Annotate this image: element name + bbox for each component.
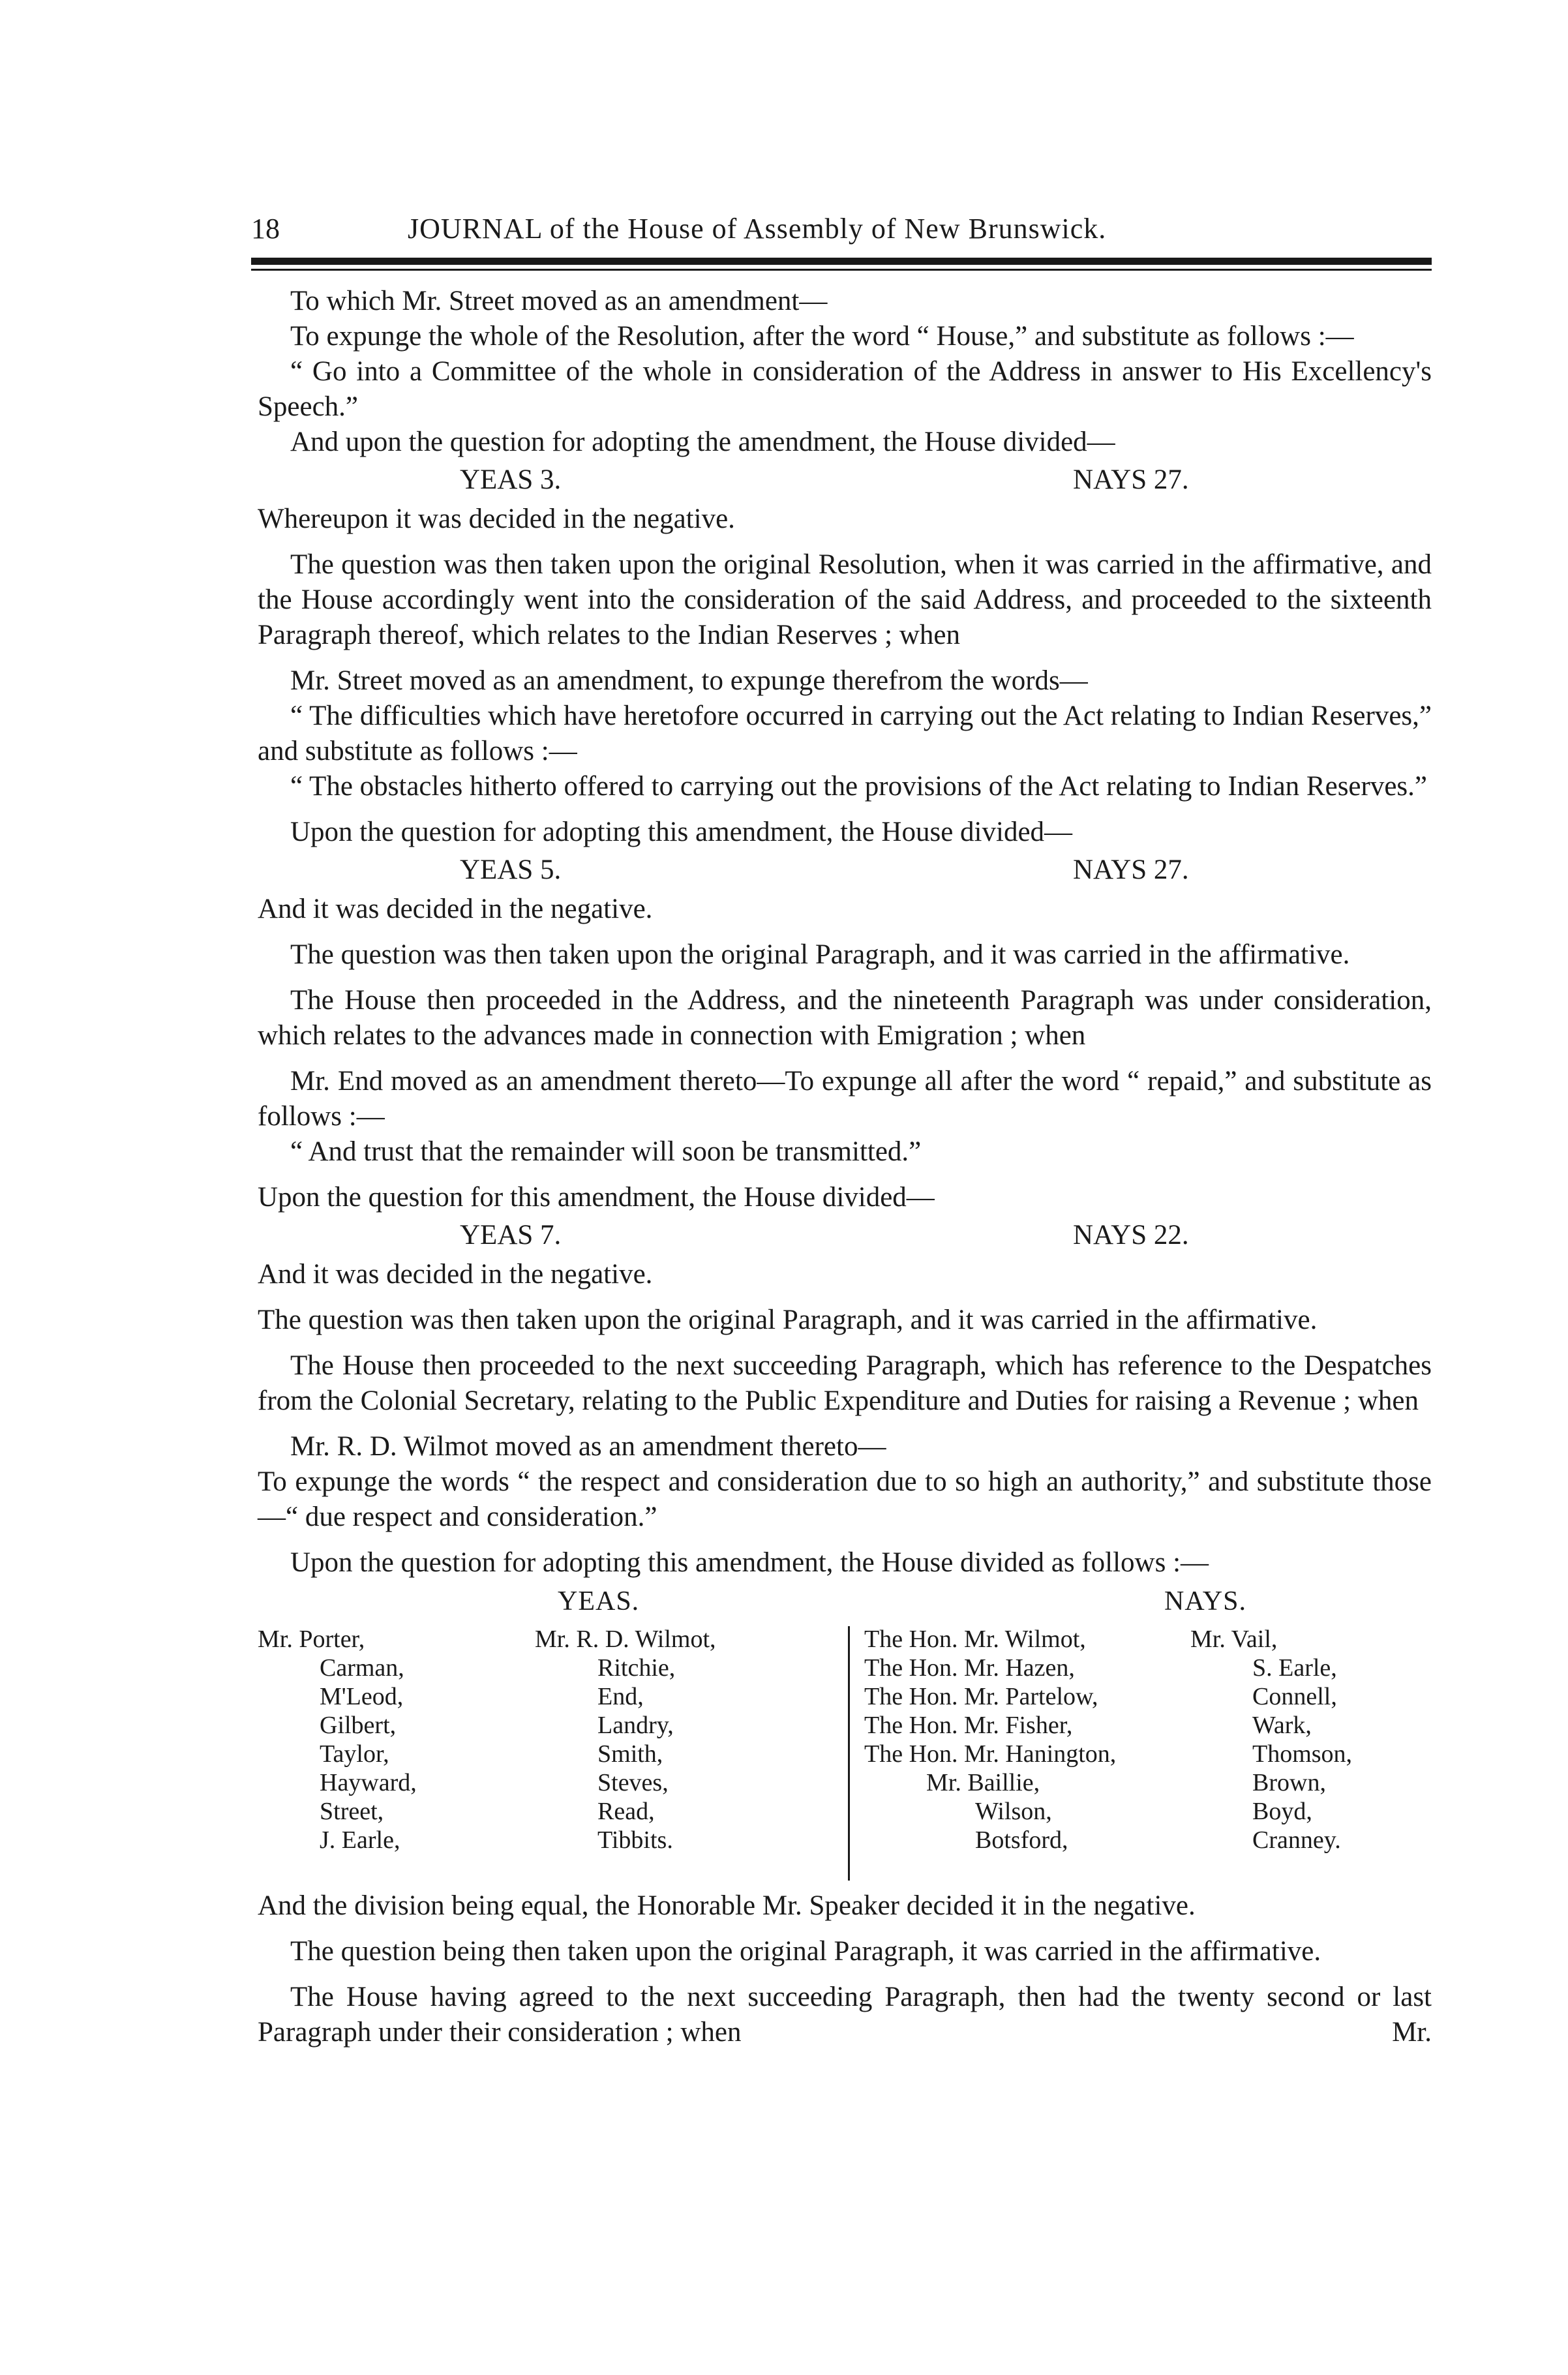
paragraph: The House having agreed to the next succeeding Paragraph, then had the twenty second or last Paragraph under their consideration ; when — [258, 1982, 1432, 2048]
paragraph: Upon the question for adopting this amendment, the House divided as follows :— — [290, 1547, 1209, 1578]
member-name: The Hon. Mr. Hazen, — [864, 1654, 1075, 1682]
page-number: 18 — [251, 213, 280, 245]
member-name: Gilbert, — [320, 1712, 397, 1739]
member-name: Wilson, — [975, 1798, 1052, 1825]
member-name: Street, — [320, 1798, 384, 1825]
paragraph: Mr. R. D. Wilmot moved as an amendment thereto— — [290, 1431, 886, 1462]
paragraph: To which Mr. Street moved as an amendment— — [290, 286, 828, 316]
member-name: Taylor, — [320, 1740, 389, 1768]
paragraph: Mr. End moved as an amendment thereto—To expunge all after the word “ repaid,” and substitute as follows :— — [258, 1066, 1432, 1132]
paragraph: Upon the question for this amendment, the House divided— — [258, 1182, 935, 1213]
nays-count: NAYS 22. — [1073, 1220, 1189, 1250]
member-name: Boyd, — [1252, 1798, 1312, 1825]
nays-count: NAYS 27. — [1073, 464, 1189, 495]
member-name: Wark, — [1252, 1712, 1312, 1739]
paragraph: The question was then taken upon the original Paragraph, and it was carried in the affirmative. — [290, 939, 1350, 970]
vote-tally — [258, 853, 1432, 889]
yeas-column-2 — [535, 1625, 716, 1854]
member-name: Mr. Baillie, — [926, 1769, 1040, 1796]
yeas-count: YEAS 7. — [460, 1220, 562, 1250]
member-name: End, — [597, 1683, 644, 1710]
member-name: Botsford, — [975, 1826, 1068, 1854]
journal-body — [258, 284, 1432, 2050]
paragraph: “ The obstacles hitherto offered to carrying out the provisions of the Act relating to Indian Reserves.” — [290, 771, 1427, 802]
yeas-header: YEAS. — [558, 1586, 640, 1616]
paragraph: To expunge the words “ the respect and consideration due to so high an authority,” and substitute those—“ due respect and consideration.” — [258, 1466, 1432, 1532]
nays-header: NAYS. — [1164, 1586, 1246, 1616]
paragraph: The question was then taken upon the original Resolution, when it was carried in the affirmative, and the House accordingly went into the consideration of the said Address, and proceeded to the sixteenth Paragraph thereof, which relates to the Indian Reserves ; when — [258, 549, 1432, 650]
member-name: M'Leod, — [320, 1683, 404, 1710]
member-name: Hayward, — [320, 1769, 417, 1796]
vote-tally — [258, 1218, 1432, 1254]
paragraph: To expunge the whole of the Resolution, after the word “ House,” and substitute as follows :— — [290, 321, 1354, 352]
page-header — [251, 212, 1432, 251]
member-name: The Hon. Mr. Fisher, — [864, 1712, 1073, 1739]
running-title: JOURNAL of the House of Assembly of New Brunswick. — [408, 213, 1107, 245]
nays-count: NAYS 27. — [1073, 855, 1189, 885]
paragraph-with-continuation — [258, 1980, 1432, 2050]
member-name: Tibbits. — [597, 1826, 673, 1854]
yeas-count: YEAS 5. — [460, 855, 562, 885]
member-name: Mr. Porter, — [258, 1626, 365, 1653]
yeas-count: YEAS 3. — [460, 464, 562, 495]
catchword: Mr. — [1392, 2017, 1432, 2048]
header-rule-thin — [251, 269, 1432, 271]
member-name: Carman, — [320, 1654, 404, 1682]
nays-column-2 — [1190, 1625, 1352, 1854]
member-name: Connell, — [1252, 1683, 1337, 1710]
member-name: Thomson, — [1252, 1740, 1353, 1768]
paragraph: And it was decided in the negative. — [258, 894, 653, 924]
paragraph: “ And trust that the remainder will soon be transmitted.” — [290, 1136, 922, 1167]
paragraph: Whereupon it was decided in the negative. — [258, 504, 735, 534]
paragraph: “ Go into a Committee of the whole in consideration of the Address in answer to His Excellency's Speech.” — [258, 356, 1432, 422]
member-name: Mr. R. D. Wilmot, — [535, 1626, 716, 1653]
member-name: Ritchie, — [597, 1654, 676, 1682]
header-rule-thick — [251, 258, 1432, 265]
paragraph: Upon the question for adopting this amendment, the House divided— — [290, 817, 1073, 847]
paragraph: The House then proceeded in the Address, and the nineteenth Paragraph was under consideration, which relates to the advances made in connection with Emigration ; when — [258, 985, 1432, 1051]
member-name: Landry, — [597, 1712, 674, 1739]
paragraph: “ The difficulties which have heretofore occurred in carrying out the Act relating to Indian Reserves,” and substitute as follows :— — [258, 701, 1432, 766]
paragraph: The House then proceeded to the next succeeding Paragraph, which has reference to the Despatches from the Colonial Secretary, relating to the Public Expenditure and Duties for raising a Revenue ; when — [258, 1350, 1432, 1416]
member-name: J. Earle, — [320, 1826, 400, 1854]
paragraph: Mr. Street moved as an amendment, to expunge therefrom the words— — [290, 665, 1088, 696]
member-name: Cranney. — [1252, 1826, 1341, 1854]
member-name: Steves, — [597, 1769, 669, 1796]
paragraph: And the division being equal, the Honorable Mr. Speaker decided it in the negative. — [258, 1890, 1196, 1921]
yeas-column-1 — [258, 1625, 417, 1854]
member-name: S. Earle, — [1252, 1654, 1337, 1682]
member-name: The Hon. Mr. Partelow, — [864, 1683, 1098, 1710]
division-separator — [848, 1626, 850, 1881]
nays-column-1 — [864, 1625, 1116, 1854]
vote-tally — [258, 462, 1432, 499]
member-name: Mr. Vail, — [1190, 1626, 1278, 1653]
paragraph: And upon the question for adopting the amendment, the House divided— — [290, 427, 1115, 457]
division-list — [258, 1587, 1432, 1888]
paragraph: The question being then taken upon the original Paragraph, it was carried in the affirmative. — [290, 1936, 1321, 1967]
member-name: Brown, — [1252, 1769, 1326, 1796]
member-name: Smith, — [597, 1740, 663, 1768]
paragraph: And it was decided in the negative. — [258, 1259, 653, 1290]
paragraph: The question was then taken upon the original Paragraph, and it was carried in the affirmative. — [258, 1305, 1318, 1335]
member-name: Read, — [597, 1798, 655, 1825]
member-name: The Hon. Mr. Wilmot, — [864, 1626, 1086, 1653]
member-name: The Hon. Mr. Hanington, — [864, 1740, 1117, 1768]
